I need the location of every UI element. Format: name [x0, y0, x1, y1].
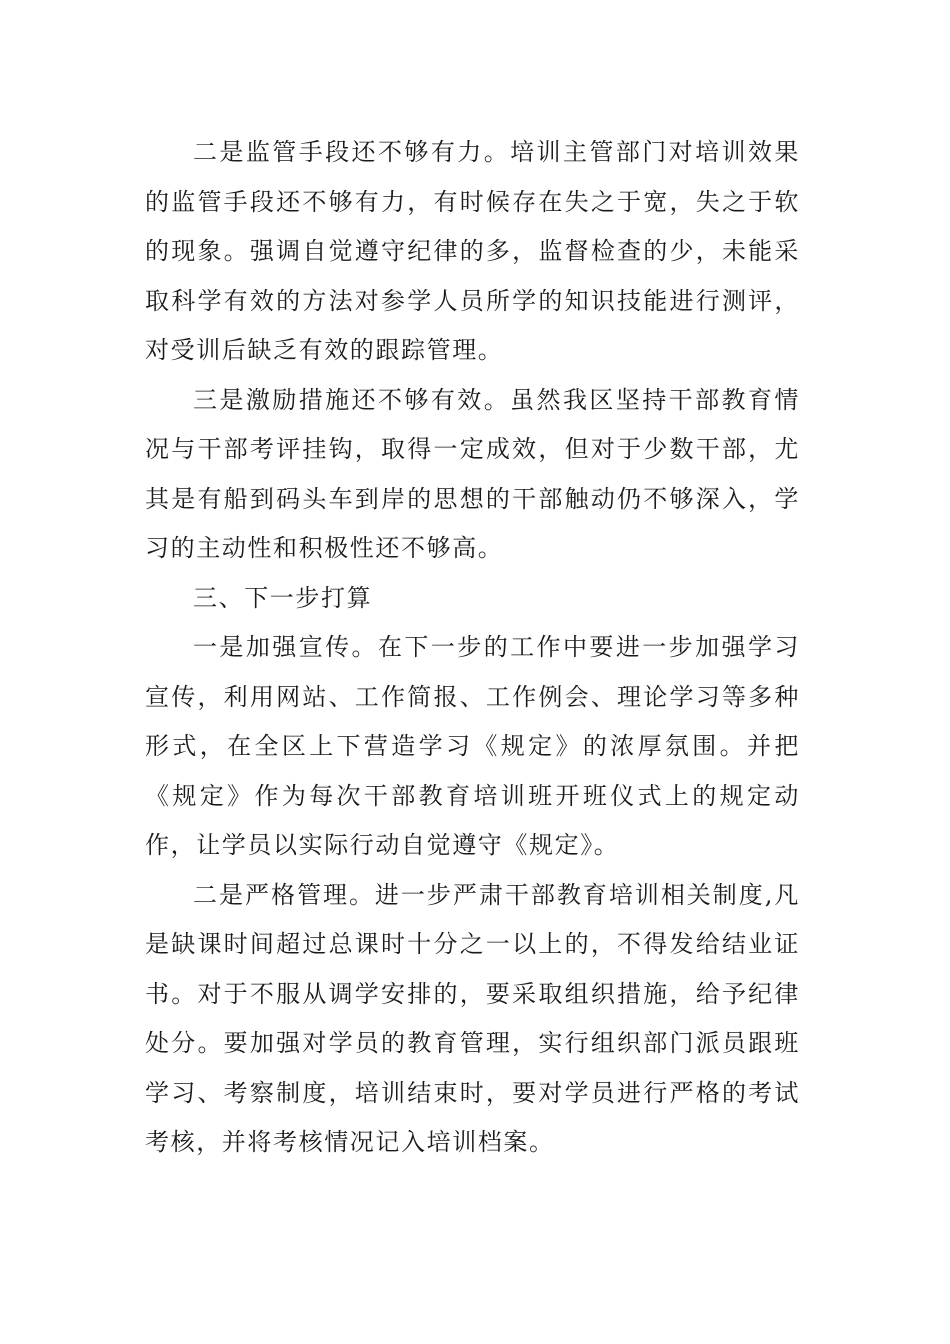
paragraph-publicity: 一是加强宣传。在下一步的工作中要进一步加强学习宣传，利用网站、工作简报、工作例会、理论学习等多种形式，在全区上下营造学习《规定》的浓厚氛围。并把《规定》作为每次干部教育培训班开班仪式上的规定动作，让学员以实际行动自觉遵守《规定》。: [145, 633, 800, 859]
paragraph-incentive: 三是激励措施还不够有效。虽然我区坚持干部教育情况与干部考评挂钩，取得一定成效，但对于少数干部，尤其是有船到码头车到岸的思想的干部触动仍不够深入，学习的主动性和积极性还不够高。: [145, 385, 800, 562]
paragraph-supervision: 二是监管手段还不够有力。培训主管部门对培训效果的监管手段还不够有力，有时候存在失之于宽，失之于软的现象。强调自觉遵守纪律的多，监督检查的少，未能采取科学有效的方法对参学人员所学的知识技能进行测评，对受训后缺乏有效的跟踪管理。: [145, 138, 800, 364]
paragraph-management: 二是严格管理。进一步严肃干部教育培训相关制度,凡是缺课时间超过总课时十分之一以上的，不得发给结业证书。对于不服从调学安排的，要采取组织措施，给予纪律处分。要加强对学员的教育管理，实行组织部门派员跟班学习、考察制度，培训结束时，要对学员进行严格的考试考核，并将考核情况记入培训档案。: [145, 880, 800, 1156]
section-heading-next-steps: 三、下一步打算: [193, 583, 373, 612]
document-body: [145, 128, 800, 1168]
